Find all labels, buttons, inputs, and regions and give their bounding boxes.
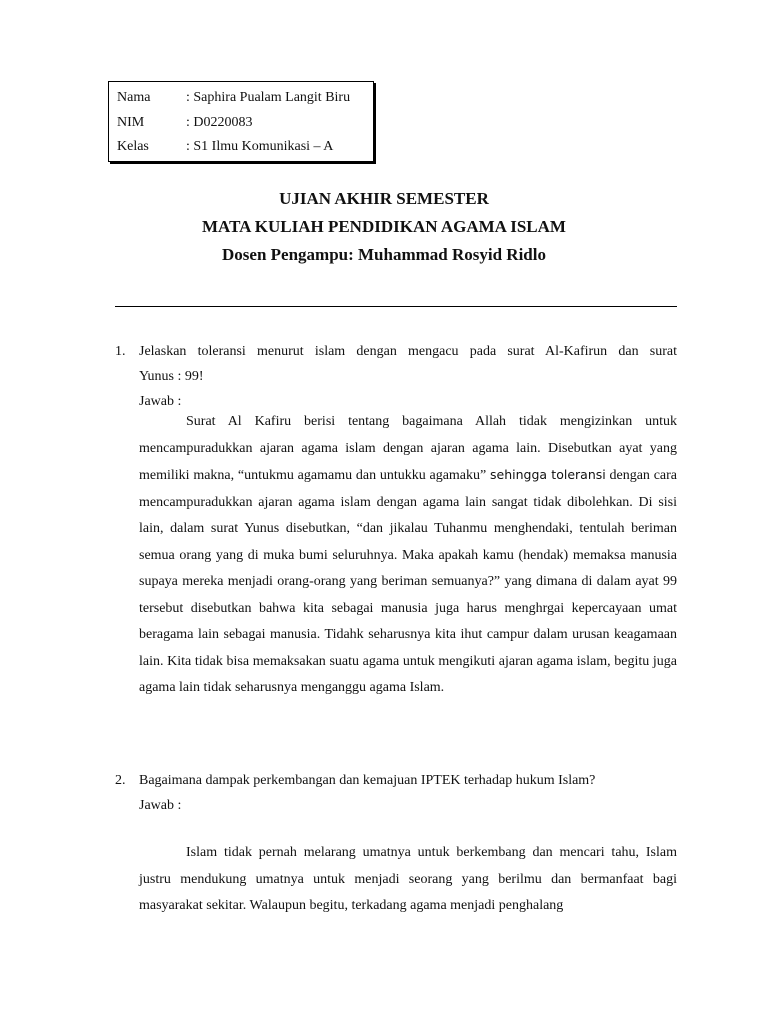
info-value: : D0220083 [186, 114, 253, 130]
question-2 [115, 768, 677, 818]
exam-title [0, 185, 768, 269]
answer-2-paragraph: Islam tidak pernah melarang umatnya untuk berkembang dan mencari tahu, Islam justru mendukung umatnya untuk menjadi seorang yang berilmu dan bermanfaat bagi masyarakat sekitar. Walaupun begitu, terkadang agama menjadi penghalang [139, 845, 677, 913]
question-number: 1. [115, 344, 126, 359]
student-info-box [108, 81, 374, 162]
question-text: Bagaimana dampak perkembangan dan kemajuan IPTEK terhadap hukum Islam? [139, 773, 596, 788]
info-row-nim [117, 111, 373, 136]
answer-1-text-a: Surat Al Kafiru berisi tentang bagaimana Allah tidak mengizinkan untuk mencampuradukkan ajaran agama islam dengan ajaran agama lain. Disebutkan ayat yang memiliki makna, “untukmu agamamu dan untukku agamaku” [139, 414, 677, 483]
title-line-2: MATA KULIAH PENDIDIKAN AGAMA ISLAM [202, 217, 566, 236]
jawab-label: Jawab : [139, 798, 182, 813]
answer-1-text-c: dengan cara mencampuradukkan ajaran agama islam dengan agama lain sangat tidak dibolehkan. Di sisi lain, dalam surat Yunus disebutkan, “dan jikalau Tuhanmu menghendaki, tentulah beriman semua orang yang di muka bumi seluruhnya. Maka apakah kamu (hendak) memaksa manusia supaya mereka menjadi orang-orang yang beriman semuanya?” yang dimana di dalam ayat 99 tersebut disebutkan bahwa kita sebagai manusia juga harus menghrgai kepercayaan umat beragama lain sebagai manusia. Tidahk seharusnya kita ihut campur dalam urusan keagamaan lain. Kita tidak bisa memaksakan suatu agama untuk mengikuti ajaran agama islam, begitu juga agama lain tidak seharusnya menganggu agama Islam. [139, 468, 678, 695]
answer-1-text-b: sehingga toleransi [490, 467, 606, 482]
jawab-label: Jawab : [139, 394, 182, 409]
title-line-3: Dosen Pengampu: Muhammad Rosyid Ridlo [222, 245, 546, 264]
answer-1 [139, 409, 677, 702]
question-text-line2: Yunus : 99! [139, 369, 204, 384]
info-label: NIM [117, 114, 145, 130]
info-value: : Saphira Pualam Langit Biru [186, 90, 351, 106]
info-row-nama [117, 86, 373, 111]
info-row-kelas [117, 135, 373, 160]
info-label: Nama [117, 90, 151, 106]
answer-1-paragraph [139, 409, 677, 702]
answer-2 [139, 840, 677, 920]
info-label: Kelas [117, 139, 149, 155]
info-value: : S1 Ilmu Komunikasi – A [186, 139, 334, 155]
divider [115, 306, 677, 307]
question-number: 2. [115, 773, 126, 788]
question-text-line1: Jelaskan toleransi menurut islam dengan mengacu pada surat Al-Kafirun dan surat [139, 344, 677, 359]
title-line-1: UJIAN AKHIR SEMESTER [279, 189, 489, 208]
question-1 [115, 339, 677, 414]
